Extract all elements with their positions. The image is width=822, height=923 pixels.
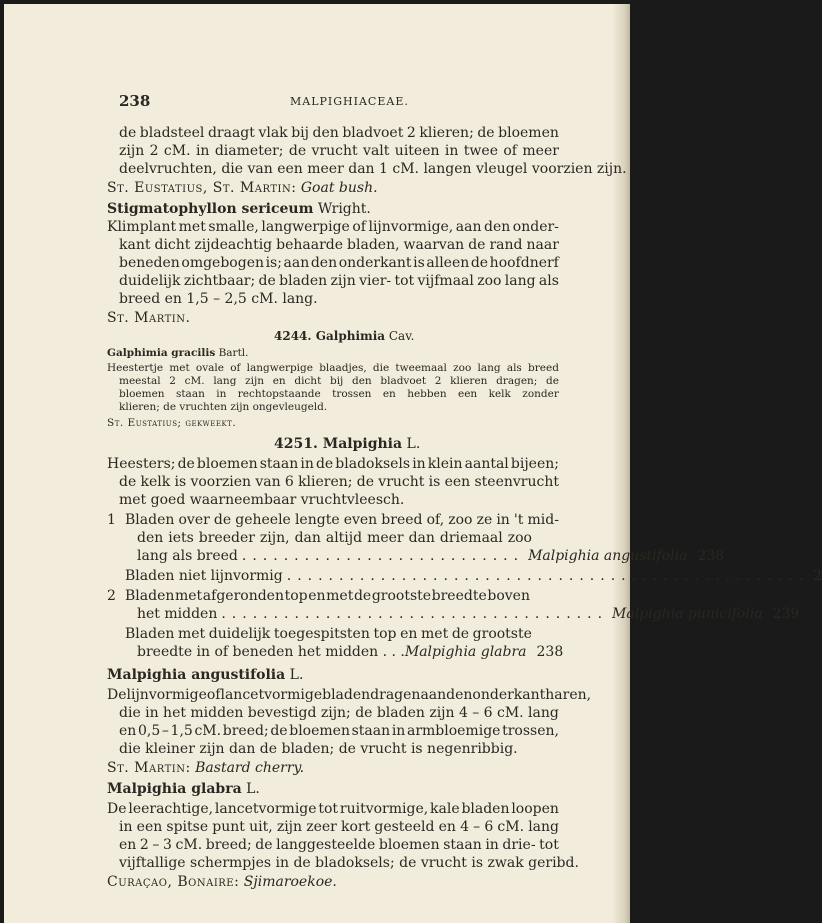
common-name: Sjimaroekoe. (243, 874, 337, 890)
page-gutter-shadow (612, 4, 630, 923)
intro-line-2: zijn 2 cM. in diameter; de vrucht valt uiteen in twee of meer (119, 143, 559, 159)
species-heading (107, 668, 303, 682)
galphimia-line-3: bloemen staan in rechtopstaande trossen en hebben een kelk zonder (119, 388, 559, 400)
locality: Curaçao, Bonaire: (107, 874, 240, 890)
key-1b-line (125, 568, 822, 584)
species-heading (107, 348, 249, 359)
angustifolia-locality-line (107, 761, 304, 775)
species-name: Malpighia glabra (107, 781, 242, 797)
species-heading (107, 202, 371, 216)
stigma-locality: St. Martin. (107, 310, 191, 326)
key-1a-line-1: Bladen over de geheele lengte even breed of, zoo ze in 't mid- (125, 512, 559, 528)
locality: St. Martin: (107, 760, 191, 776)
species-heading (107, 782, 260, 796)
stigma-line-3: beneden omgebogen is; aan den onderkant is alleen de hoofdnerf (119, 255, 559, 271)
galphimia-line-1: Heestertje met ovale of langwerpige blaadjes, die tweemaal zoo lang als breed (107, 362, 559, 374)
key-page-ref: 238 (536, 644, 564, 660)
stigma-line-4: duidelijk zichtbaar; de bladen zijn vier- tot vijfmaal zoo lang als (119, 273, 559, 289)
key-number: 1 (107, 512, 116, 528)
key-2a-line-1: Bladen met afgeronden top en met de grootste breedte boven (125, 588, 530, 604)
glabra-locality-line (107, 875, 337, 889)
species-name: Malpighia angustifolia (107, 667, 286, 683)
galphimia-line-4: klieren; de vruchten zijn ongevleugeld. (119, 401, 328, 413)
locality: St. Eustatius, St. Martin: (107, 180, 297, 196)
species-author: Bartl. (218, 347, 249, 359)
species-author: L. (246, 781, 260, 797)
common-name: Goat bush. (300, 180, 378, 196)
key-taxon: Malpighia punicifolia (612, 606, 763, 622)
key-text: lang als breed (137, 548, 238, 564)
angustifolia-line-3: en 0,5 – 1,5 cM. breed; de bloemen staan in armbloemige trossen, (119, 723, 559, 739)
genus-name: 4251. Malpighia (274, 436, 403, 452)
stigma-line-1: Klimplant met smalle, langwerpige of lijnvormige, aan den onder- (107, 219, 559, 235)
intro-line-1: de bladsteel draagt vlak bij den bladvoet 2 klieren; de bloemen (119, 125, 559, 141)
malpighia-line-1: Heesters; de bloemen staan in de bladoksels in klein aantal bijeen; (107, 456, 559, 472)
intro-line-3: deelvruchten, die van een meer dan 1 cM. langen vleugel voorzien zijn. (119, 161, 627, 177)
malpighia-line-2: de kelk is voorzien van 6 klieren; de vrucht is een steenvrucht (119, 474, 559, 490)
genus-author: L. (406, 436, 421, 452)
angustifolia-line-1: De lijnvormige of lancetvormige bladen dragen aan den onderkant haren, (107, 687, 592, 703)
key-page-ref: 239 (772, 606, 800, 622)
key-2b-line-2 (137, 644, 564, 660)
key-taxon: Malpighia angustifolia (528, 548, 688, 564)
glabra-line-1: De leerachtige, lancetvormige tot ruitvormige, kale bladen loopen (107, 801, 559, 817)
common-name: Bastard cherry. (195, 760, 305, 776)
key-page-ref: 2 (813, 568, 822, 584)
species-author: Wright. (317, 201, 371, 217)
genus-heading (274, 330, 414, 342)
key-1a-line-2: den iets breeder zijn, dan altijd meer dan driemaal zoo (137, 530, 532, 546)
species-name: Stigmatophyllon sericeum (107, 201, 314, 217)
species-author: L. (289, 667, 304, 683)
galphimia-line-2: meestal 2 cM. lang zijn en dicht bij den bladvoet 2 klieren dragen; de (119, 375, 559, 387)
glabra-line-3: en 2 – 3 cM. breed; de langgesteelde bloemen staan in drie- tot (119, 837, 559, 853)
leader-dots: ..................................... (221, 606, 609, 622)
running-title: MALPIGHIACEAE. (290, 95, 409, 108)
stigma-line-2: kant dicht zijdeachtig behaarde bladen, waarvan de rand naar (119, 237, 559, 253)
key-number: 2 (107, 588, 116, 604)
glabra-line-2: in een spitse punt uit, zijn zeer kort gesteeld en 4 – 6 cM. lang (119, 819, 559, 835)
key-taxon: Malpighia glabra (404, 644, 527, 660)
book-page (4, 4, 822, 923)
genus-heading (274, 437, 420, 451)
key-text: het midden (137, 606, 218, 622)
intro-locality-line (107, 181, 378, 195)
key-text: Bladen niet lijnvormig (125, 568, 283, 584)
malpighia-line-3: met goed waarneembaar vruchtvleesch. (119, 492, 405, 508)
key-page-ref: 238 (697, 548, 725, 564)
page-number: 238 (119, 92, 151, 110)
angustifolia-line-2: die in het midden bevestigd zijn; de bladen zijn 4 – 6 cM. lang (119, 705, 559, 721)
angustifolia-line-4: die kleiner zijn dan de bladen; de vrucht is negenribbig. (119, 741, 518, 757)
leader-dots: .................................................. (286, 568, 810, 584)
key-text: breedte in of beneden het midden . . . (137, 644, 405, 660)
leader-dots: ........................... (241, 548, 525, 564)
genus-author: Cav. (388, 329, 415, 343)
stigma-line-5: breed en 1,5 – 2,5 cM. lang. (119, 291, 318, 307)
galphimia-locality: St. Eustatius; gekweekt. (107, 417, 237, 429)
key-1a-line-3 (137, 548, 725, 564)
glabra-line-4: vijftallige schermpjes in de bladoksels; de vrucht is zwak geribd. (119, 855, 579, 871)
key-2b-line-1: Bladen met duidelijk toegespitsten top en met de grootste (125, 626, 532, 642)
species-name: Galphimia gracilis (107, 347, 216, 359)
key-2a-line-2 (137, 606, 800, 622)
genus-name: 4244. Galphimia (274, 329, 386, 343)
